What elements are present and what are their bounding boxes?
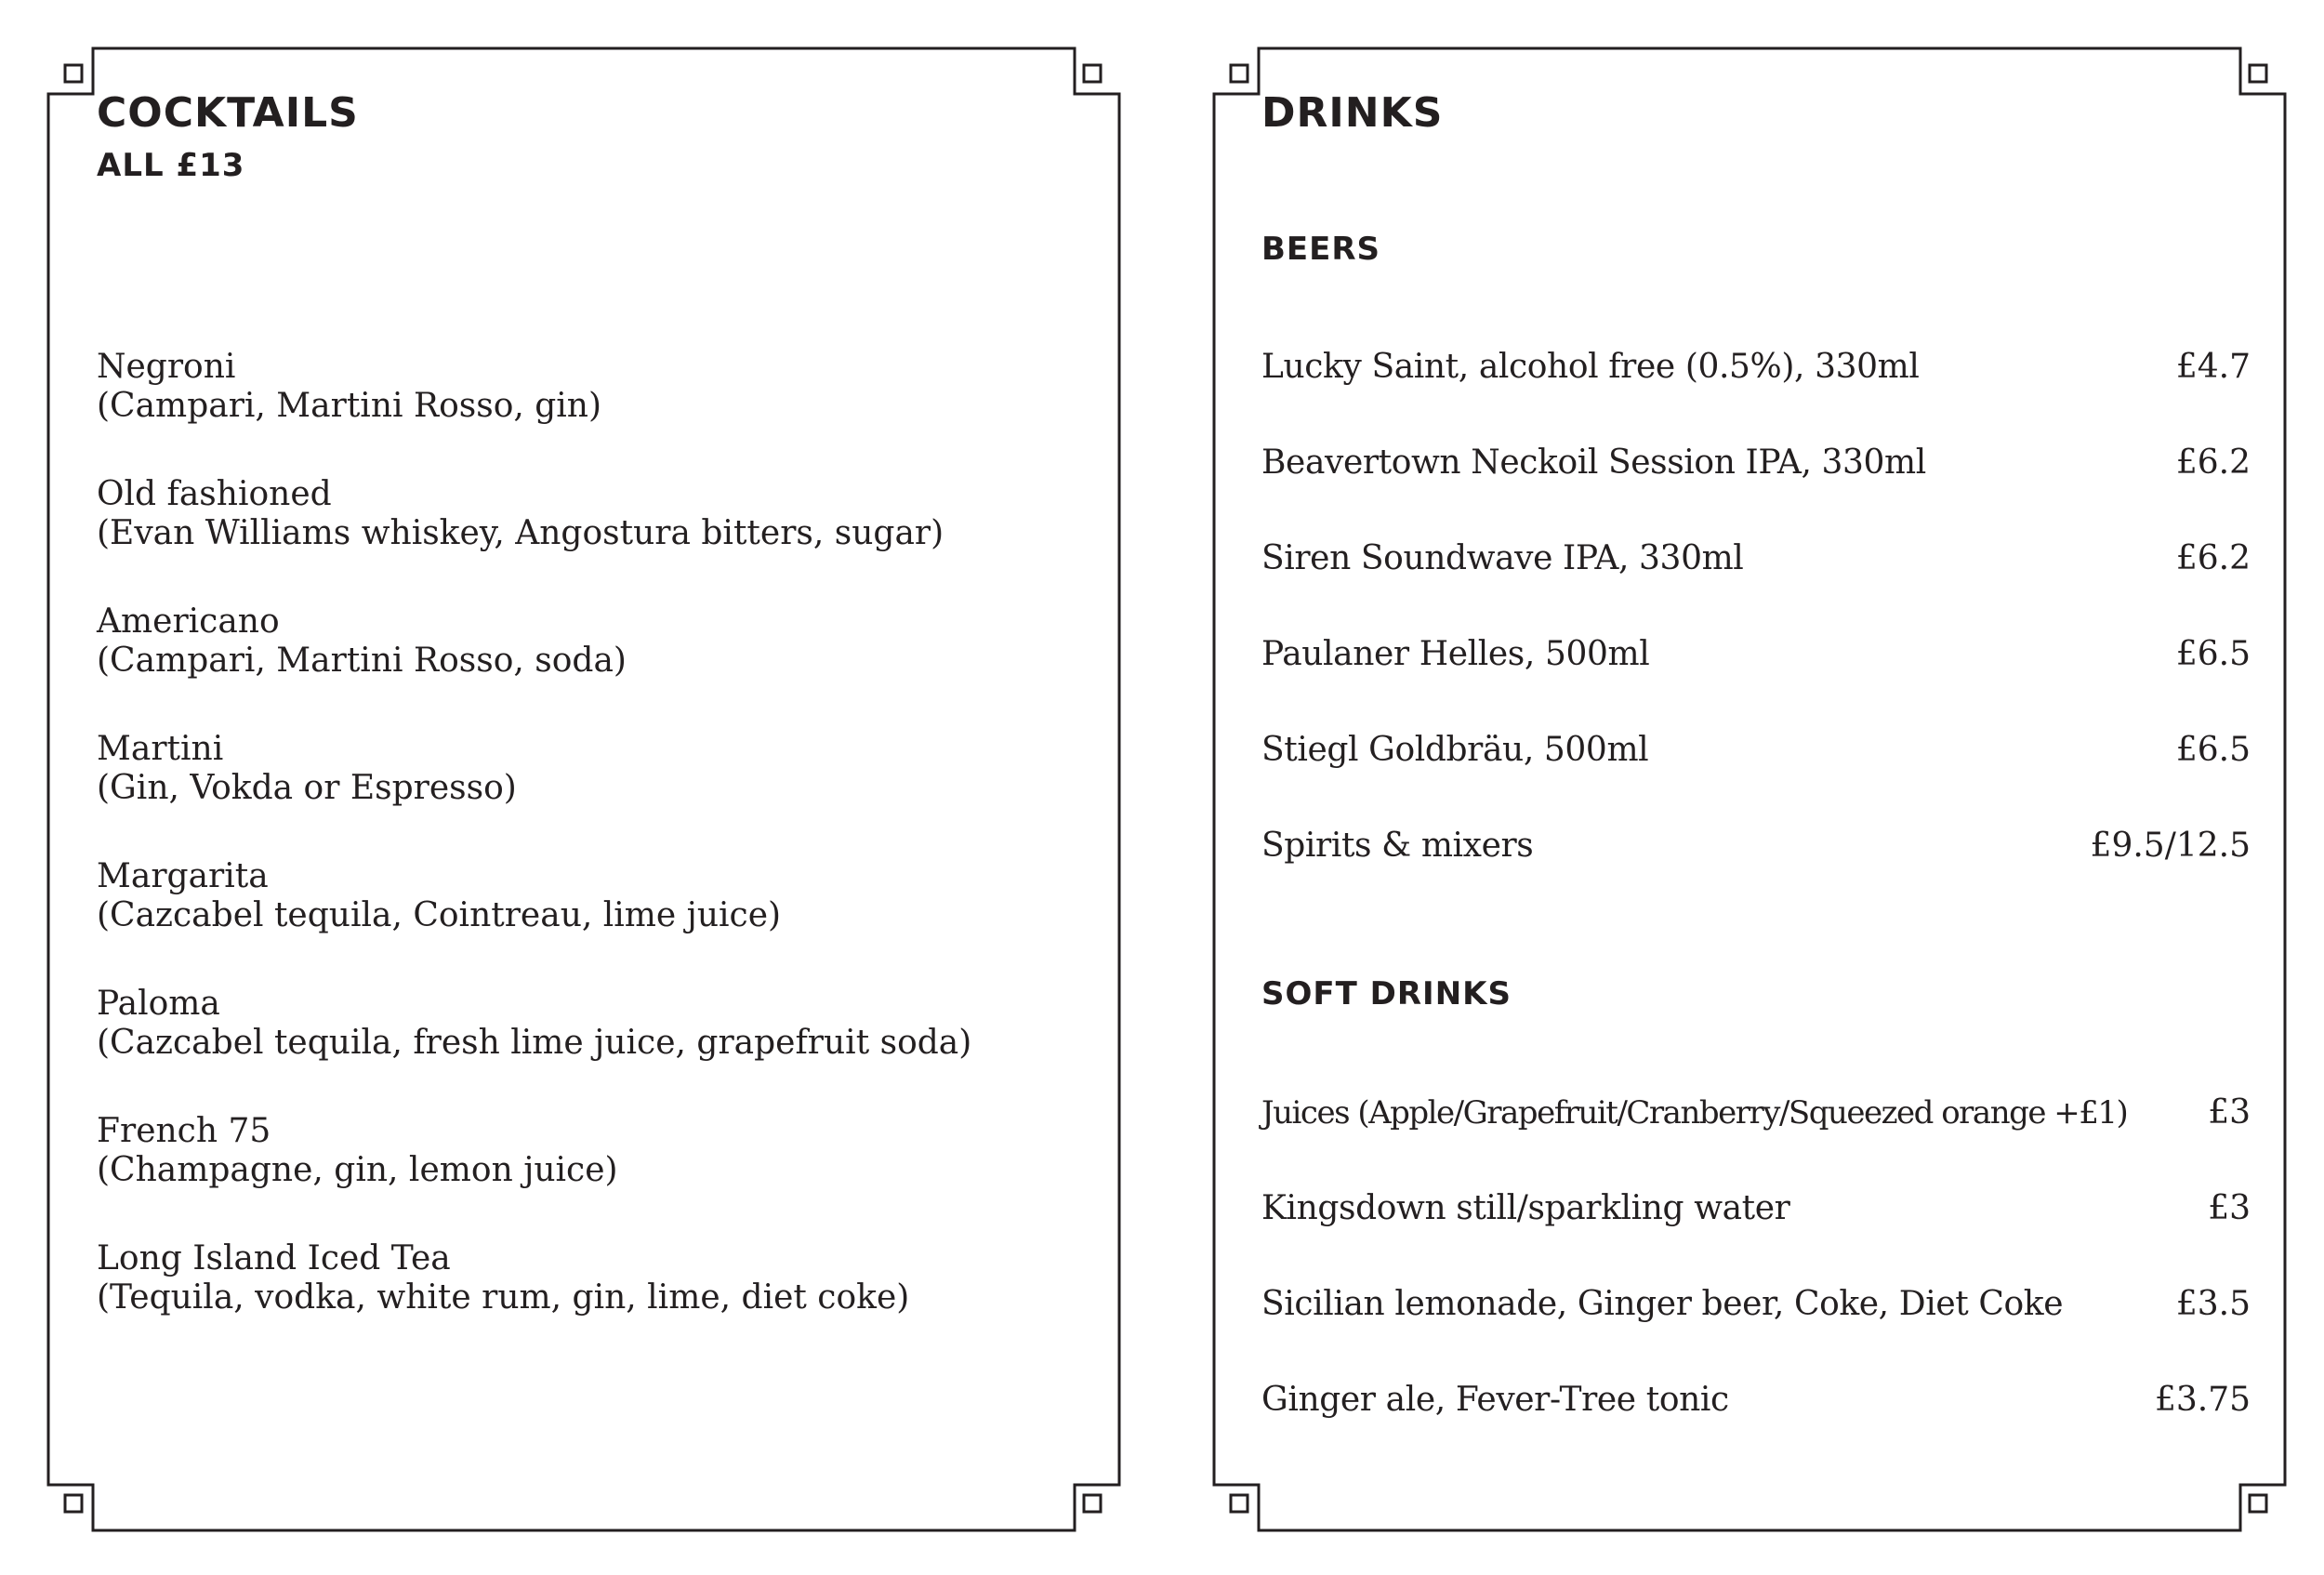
drink-label: Kingsdown still/sparkling water (1261, 1189, 1790, 1227)
soft-drink-row (1261, 1381, 2251, 1420)
cocktail-name: Margarita (97, 857, 269, 895)
cocktail-name: Long Island Iced Tea (97, 1239, 451, 1277)
cocktail-item (97, 1239, 909, 1317)
cocktails-title: COCKTAILS (97, 89, 359, 137)
drink-label: Paulaner Helles, 500ml (1261, 635, 1650, 673)
beer-row (1261, 635, 2251, 674)
cocktail-description: (Champagne, gin, lemon juice) (97, 1151, 618, 1189)
drink-price: £6.5 (2175, 731, 2251, 769)
soft-drink-row (1261, 1093, 2251, 1132)
soft-drinks-heading: SOFT DRINKS (1261, 975, 1512, 1012)
beer-row (1261, 443, 2251, 483)
cocktail-item (97, 602, 627, 681)
cocktail-description: (Cazcabel tequila, fresh lime juice, grapefruit soda) (97, 1024, 972, 1062)
beer-row (1261, 827, 2251, 866)
drink-price: £3.5 (2175, 1285, 2251, 1323)
beers-heading: BEERS (1261, 231, 1381, 268)
drink-price: £3 (2208, 1189, 2251, 1227)
drink-price: £9.5/12.5 (2090, 827, 2251, 865)
beer-row (1261, 348, 2251, 387)
cocktail-description: (Gin, Vokda or Espresso) (97, 769, 517, 807)
drink-price: £4.7 (2175, 348, 2251, 386)
cocktail-description: (Tequila, vodka, white rum, gin, lime, diet coke) (97, 1278, 910, 1317)
cocktail-item (97, 857, 781, 935)
cocktail-description: (Campari, Martini Rosso, gin) (97, 387, 602, 425)
cocktail-item (97, 1112, 618, 1190)
drink-label: Stiegl Goldbräu, 500ml (1261, 731, 1649, 769)
cocktail-item (97, 348, 601, 426)
cocktail-name: French 75 (97, 1112, 271, 1150)
drink-label: Ginger ale, Fever-Tree tonic (1261, 1381, 1729, 1419)
drink-price: £3 (2208, 1093, 2251, 1132)
cocktail-name: Paloma (97, 985, 220, 1023)
drink-label: Juices (Apple/Grapefruit/Cranberry/Squeezed orange +£1) (1261, 1094, 2128, 1132)
soft-drink-row (1261, 1189, 2251, 1228)
drinks-title: DRINKS (1261, 89, 1444, 137)
drink-label: Lucky Saint, alcohol free (0.5%), 330ml (1261, 348, 1920, 386)
drinks-panel (1166, 0, 2281, 1575)
beer-row (1261, 539, 2251, 578)
drink-price: £6.2 (2175, 443, 2251, 482)
beer-row (1261, 731, 2251, 770)
cocktail-name: Martini (97, 730, 224, 768)
drink-price: £6.5 (2175, 635, 2251, 673)
cocktail-item (97, 730, 517, 808)
cocktails-panel (0, 0, 1116, 1575)
soft-drink-row (1261, 1285, 2251, 1324)
cocktail-name: Negroni (97, 348, 236, 386)
drink-label: Beavertown Neckoil Session IPA, 330ml (1261, 443, 1926, 482)
drink-label: Sicilian lemonade, Ginger beer, Coke, Diet Coke (1261, 1285, 2064, 1323)
cocktail-item (97, 475, 944, 553)
cocktail-name: Americano (97, 602, 280, 641)
cocktail-description: (Cazcabel tequila, Cointreau, lime juice) (97, 896, 782, 934)
cocktail-name: Old fashioned (97, 475, 332, 513)
drink-label: Siren Soundwave IPA, 330ml (1261, 539, 1744, 577)
cocktail-description: (Campari, Martini Rosso, soda) (97, 642, 627, 680)
cocktail-description: (Evan Williams whiskey, Angostura bitters, sugar) (97, 514, 944, 552)
drink-price: £3.75 (2154, 1381, 2251, 1419)
drink-price: £6.2 (2175, 539, 2251, 577)
cocktail-item (97, 985, 971, 1063)
cocktails-price-note: ALL £13 (97, 147, 245, 184)
drink-label: Spirits & mixers (1261, 827, 1534, 865)
